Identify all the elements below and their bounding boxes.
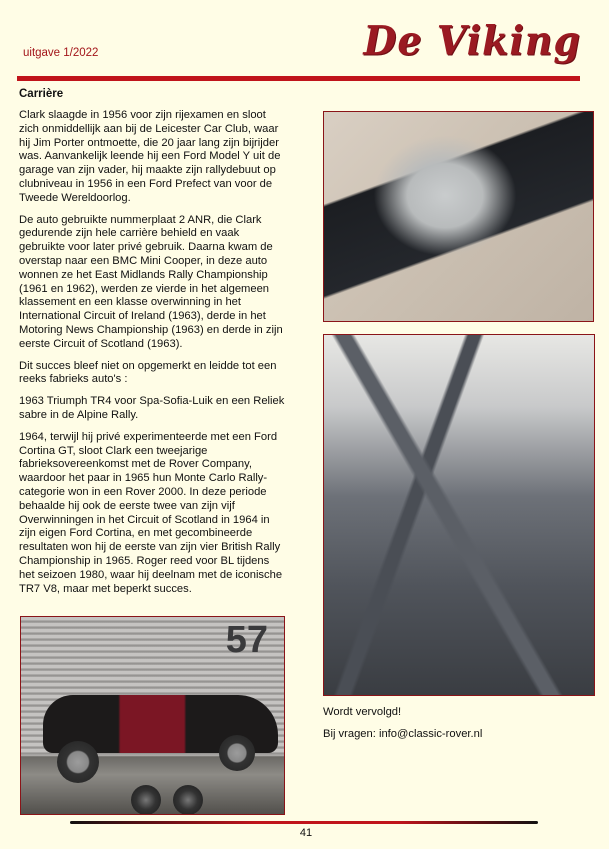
paragraph: 1964, terwijl hij privé experimenteerde met een Ford Cortina GT, sloot Clark een tweejarige fabrieksovereenkomst met de Rover Company, waardoor het paar in 1965 hun Monte Carlo Rally-categorie won in een Rover 2000. In deze periode behaalde hij ook de eerste twee van zijn vijf Overwinningen in het Circuit of Scotland in 1964 in zijn eigen Ford Cortina, en met gecombineerde resultaten won hij de eerste van zijn vier British Rally Championship in 1965. Roger reed voor BL tijdens het seizoen 1980, waar hij deelnam met de iconische TR7 V8, maar met beperkt succes.	[19, 430, 283, 595]
paragraph: Clark slaagde in 1956 voor zijn rijexamen en sloot zich onmiddellijk aan bij de Leicester Car Club, waar hij Jim Porter ontmoette, die 20 jaar lang zijn bijrijder was. Aanvankelijk leende hij een Ford Model Y uit de garage van zijn vader, hij maakte zijn rallydebuut op clubniveau in 1956 in een Ford Prefect van voor de Tweede Wereldoorlog.	[19, 109, 281, 204]
header-divider	[17, 76, 580, 81]
paragraph: Dit succes bleef niet on opgemerkt en leidde tot een reeks fabrieks auto's :	[19, 359, 277, 386]
trailer-wheel-icon	[173, 785, 203, 815]
page-number: 41	[299, 827, 313, 839]
car-wheel-icon	[219, 735, 255, 771]
issue-label: uitgave 1/2022	[23, 47, 99, 59]
paragraph: De auto gebruikte nummerplaat 2 ANR, die Clark gedurende zijn hele carrière behield en vaak gebruikte voor later privé gebruik. Daarna kwam de overstap naar een BMC Mini Cooper, in deze auto wonnen ze het East Midlands Rally Championship (1961 en 1962), werden ze vierde in het algemeen klassement en een klasse overwinning in het International Circuit of Ireland (1963), derde in het Motoring News Championship (1963) en derde in zijn eerste Circuit of Scotland (1963).	[19, 213, 283, 350]
trailer-photo	[20, 616, 285, 815]
trailer-wheel-icon	[131, 785, 161, 815]
contact-line[interactable]: Bij vragen: info@classic-rover.nl	[323, 728, 483, 740]
article-body	[19, 109, 287, 604]
roll-cage-photo	[323, 334, 595, 696]
footer-divider	[70, 821, 538, 824]
engine-photo	[323, 111, 594, 322]
to-be-continued: Wordt vervolgd!	[323, 706, 402, 718]
paragraph: 1963 Triumph TR4 voor Spa-Sofia-Luik en een Reliek sabre in de Alpine Rally.	[19, 395, 285, 421]
car-wheel-icon	[57, 741, 99, 783]
wall-number: 57	[225, 619, 268, 661]
section-title: Carrière	[19, 88, 64, 100]
magazine-logo: De Viking	[363, 16, 581, 65]
